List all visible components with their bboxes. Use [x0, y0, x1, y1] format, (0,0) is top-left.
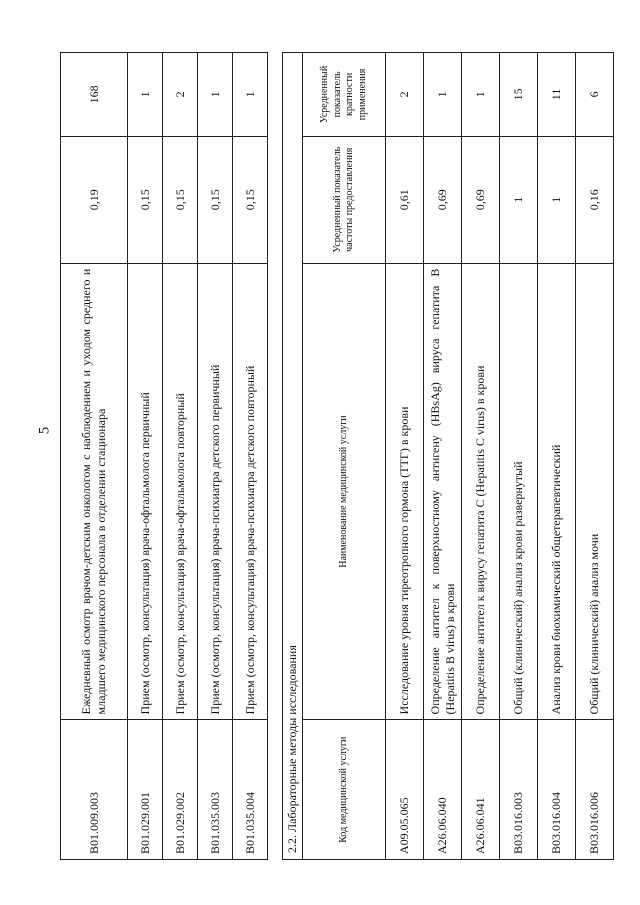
service-code: B01.009.003	[61, 720, 128, 860]
frequency-value: 1	[500, 136, 538, 263]
multiplicity-value: 1	[128, 53, 163, 137]
service-code: A26.06.041	[462, 720, 500, 860]
table-row	[576, 53, 614, 860]
service-name: Общий (клинический) анализ мочи	[576, 263, 614, 720]
laboratory-methods-table	[282, 52, 614, 860]
header-frequency: Усредненный показатель частоты предоставления	[303, 136, 386, 263]
frequency-value: 0,15	[163, 136, 198, 263]
multiplicity-value: 15	[500, 53, 538, 137]
service-code: B03.016.004	[538, 720, 576, 860]
table-row	[233, 53, 268, 860]
table-row	[163, 53, 198, 860]
service-code: A26.06.040	[424, 720, 462, 860]
frequency-value: 0,19	[61, 136, 128, 263]
table-row	[386, 53, 424, 860]
service-name: Анализ крови биохимический общетерапевтический	[538, 263, 576, 720]
table-row	[500, 53, 538, 860]
multiplicity-value: 1	[198, 53, 233, 137]
multiplicity-value: 2	[163, 53, 198, 137]
frequency-value: 0,15	[198, 136, 233, 263]
frequency-value: 0,69	[462, 136, 500, 263]
service-name: Исследование уровня тиреотропного гормона (ТТГ) в крови	[386, 263, 424, 720]
frequency-value: 0,61	[386, 136, 424, 263]
service-code: B01.035.004	[233, 720, 268, 860]
service-name: Прием (осмотр, консультация) врача-офтальмолога первичный	[128, 263, 163, 720]
service-code: B03.016.003	[500, 720, 538, 860]
table-row	[61, 53, 128, 860]
multiplicity-value: 11	[538, 53, 576, 137]
header-code: Код медицинской услуги	[303, 720, 386, 860]
header-row	[303, 53, 386, 860]
page-number: 5	[36, 426, 53, 435]
service-name: Определение антител к поверхностному антигену (HBsAg) вируса гепатита B (Hepatitis B virus) в крови	[424, 263, 462, 720]
multiplicity-value: 6	[576, 53, 614, 137]
frequency-value: 0,16	[576, 136, 614, 263]
table-row	[538, 53, 576, 860]
service-name: Определение антител к вирусу гепатита C (Hepatitis C virus) в крови	[462, 263, 500, 720]
table-row	[128, 53, 163, 860]
multiplicity-value: 1	[424, 53, 462, 137]
service-code: B03.016.006	[576, 720, 614, 860]
frequency-value: 0,15	[233, 136, 268, 263]
header-name: Наименование медицинской услуги	[303, 263, 386, 720]
service-code: B01.029.002	[163, 720, 198, 860]
service-name: Прием (осмотр, консультация) врача-офтальмолога повторный	[163, 263, 198, 720]
service-name: Прием (осмотр, консультация) врача-психиатра детского повторный	[233, 263, 268, 720]
multiplicity-value: 2	[386, 53, 424, 137]
header-multiplicity: Усредненный показатель кратности применения	[303, 53, 386, 137]
section-title: 2.2. Лабораторные методы исследования	[283, 53, 303, 860]
table-row	[462, 53, 500, 860]
service-code: A09.05.065	[386, 720, 424, 860]
table-row	[198, 53, 233, 860]
service-name: Ежедневный осмотр врачом-детским онкологом с наблюдением и уходом среднего и младшего медицинского персонала в отделении стационара	[61, 263, 128, 720]
service-name: Прием (осмотр, консультация) врача-психиатра детского первичный	[198, 263, 233, 720]
multiplicity-value: 168	[61, 53, 128, 137]
service-code: B01.029.001	[128, 720, 163, 860]
multiplicity-value: 1	[462, 53, 500, 137]
service-code: B01.035.003	[198, 720, 233, 860]
service-name: Общий (клинический) анализ крови развернутый	[500, 263, 538, 720]
frequency-value: 1	[538, 136, 576, 263]
multiplicity-value: 1	[233, 53, 268, 137]
section-title-row	[283, 53, 303, 860]
frequency-value: 0,15	[128, 136, 163, 263]
services-table-continued	[60, 52, 268, 860]
rotated-page-content	[60, 0, 601, 860]
frequency-value: 0,69	[424, 136, 462, 263]
table-row	[424, 53, 462, 860]
